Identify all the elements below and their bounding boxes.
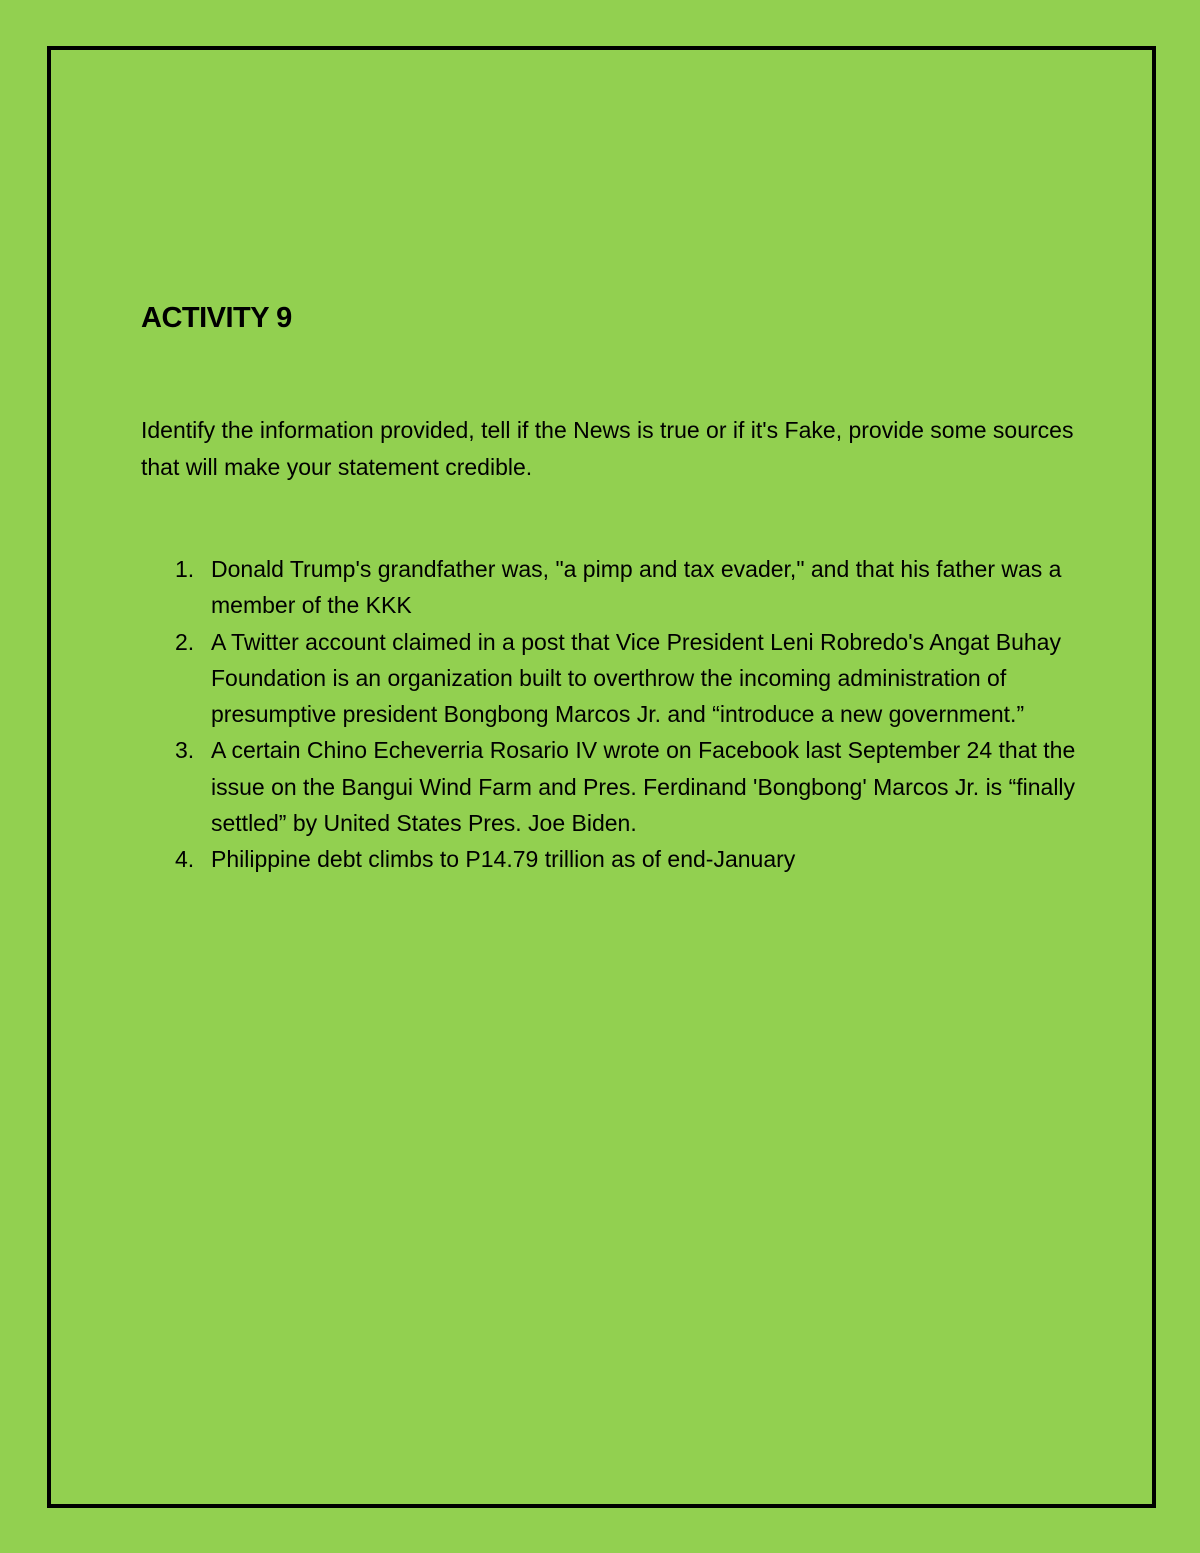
list-item-text: Philippine debt climbs to P14.79 trillion as of end-January (211, 846, 796, 873)
list-item-text: A certain Chino Echeverria Rosario IV wrote on Facebook last September 24 that the issue on the Bangui Wind Farm and Pres. Ferdinand 'Bongbong' Marcos Jr. is “finally settled” by United States Pres. Joe Biden. (211, 737, 1076, 837)
list-item-number: 2. (175, 628, 195, 655)
list-item (141, 732, 1076, 841)
list-item (141, 624, 1076, 733)
list-item-number: 1. (175, 556, 195, 582)
list-item-number: 4. (175, 846, 195, 873)
list-item (141, 841, 1076, 877)
list-item-text: Donald Trump's grandfather was, "a pimp and tax evader," and that his father was a member of the KKK (211, 556, 1062, 619)
list-item (141, 551, 1076, 624)
news-items-list (141, 551, 1076, 878)
activity-title: ACTIVITY 9 (141, 302, 292, 334)
list-item-number: 3. (175, 737, 195, 764)
instructions-paragraph: Identify the information provided, tell if the News is true or if it's Fake, provide some sources that will make your statement credible. (141, 417, 1074, 480)
list-item-text: A Twitter account claimed in a post that Vice President Leni Robredo's Angat Buhay Foundation is an organization built to overthrow the incoming administration of presumptive president Bongbong Marcos Jr. and “introduce a new government.” (211, 628, 1061, 728)
